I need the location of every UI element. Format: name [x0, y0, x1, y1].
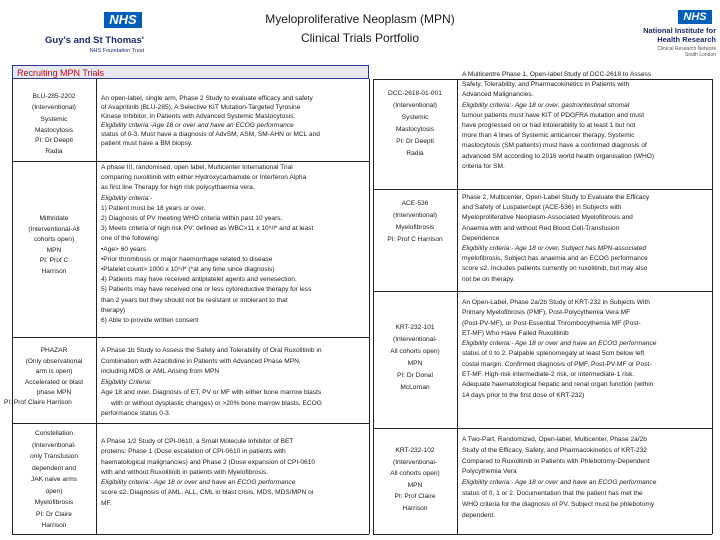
page-title	[200, 10, 520, 48]
trial-id-line: Harrison	[41, 522, 67, 529]
divider	[373, 189, 712, 190]
title-line-1: Myeloproliferative Neoplasm (MPN)	[265, 12, 455, 26]
divider	[12, 423, 369, 424]
desc-line: Eligibility criteria:- Age 18 or over, Subject has MPN-associated	[462, 245, 647, 253]
desc-line: Polycythemia Vera	[462, 468, 517, 476]
desc-line: dependent.	[462, 511, 496, 519]
trial-id-line: (Interventional-	[393, 458, 437, 466]
trial-id-line: MPN	[46, 246, 62, 254]
desc-line: performance status 0-3.	[101, 410, 171, 417]
desc-line: including MDS or AML Arising from MPN	[101, 368, 220, 375]
trial-id-line: phase MPN	[36, 389, 72, 396]
desc-line: 6) Able to provide written consent	[101, 317, 199, 325]
trial-id-line: cohorts open)	[33, 236, 75, 243]
trial-id-line: Harrison	[402, 504, 428, 512]
desc-line: 1) Patient must be 18 years or over.	[101, 204, 206, 212]
desc-line: Dependence	[462, 234, 500, 242]
trial-id-line: KRT-232-102	[395, 447, 435, 454]
trial-id-line: PI: Dr Deepti	[35, 137, 73, 144]
desc-line: than 2 years but they should not be resistant or intolerant to that	[101, 296, 288, 304]
desc-line: An open-label, single arm, Phase 2 Study to evaluate efficacy and safety	[101, 95, 313, 102]
desc-line: •Platelet count> 1000 x 10⁹/l* (*at any time since diagnosis)	[101, 266, 275, 274]
trial-description	[101, 437, 367, 509]
trial-description	[462, 298, 712, 401]
desc-line: Phase 2, Multicenter, Open-Label Study to Evaluate the Efficacy	[462, 194, 650, 201]
trial-id-line: KRT-232-101	[395, 324, 435, 331]
trial-id-line: McLornan	[400, 384, 430, 391]
trial-id-line: Mithridate	[39, 215, 69, 222]
desc-line: haematological malignancies) and Phase 2 (Dose expansion of CPI-0610	[101, 458, 316, 466]
trial-id-cell	[375, 322, 455, 394]
trial-id-line: PHAZAR	[40, 347, 68, 354]
divider	[12, 337, 369, 338]
divider	[12, 79, 13, 534]
desc-line: Adequate haematological hepatic and renal organ function (within	[462, 381, 654, 389]
desc-line: Kinase Inhibitor, in Patients with Advanced Systemic Mastocytosis.	[101, 113, 296, 120]
desc-line: comparing ruxolitinib with either Hydroxycarbamide or Interferon Alpha	[101, 174, 307, 182]
trial-id-line: (Interventional-	[393, 336, 437, 343]
trial-id-line: open)	[45, 487, 63, 495]
desc-line: advanced SM according to 2016 world health organisation (WHO)	[462, 152, 655, 160]
trial-id-line: PI: Prof Claire Harrison	[4, 399, 72, 406]
trial-id-line: Radia	[406, 150, 424, 157]
divider	[373, 79, 374, 534]
trial-id-line: (Interventional-All	[28, 225, 80, 233]
trial-id-line: Systemic	[40, 116, 68, 123]
desc-line: (Post-PV-MF), or Post-Essential Thrombocythemia MF (Post-	[462, 319, 641, 327]
desc-line: 5) Patients may have received one or less cytoreductive therapy for less	[101, 286, 312, 294]
trial-id-cell	[4, 346, 104, 399]
desc-line: A Multicentre Phase 1, Open-label Study of DCC-2618 to Assess	[462, 71, 652, 78]
desc-line: 3) Meets criteria of high risk PV: defined as WBC>11 x 10⁹/l* and at least	[101, 225, 314, 233]
desc-line: one of the following:	[101, 235, 160, 243]
trial-id-line: Mastocytosis	[34, 126, 74, 134]
trial-id-line: PI: Dr Donal	[397, 372, 433, 379]
trial-id-line: DCC-2618-01-001	[388, 90, 442, 97]
nihr-sub-line-2: South London	[684, 52, 716, 58]
trial-id-line: Mastocytosis	[395, 126, 435, 133]
trial-id-line: Myelofibrosis	[395, 224, 435, 231]
desc-line: Myeloproliferative Neoplasm-Associated Myelofibrosis and	[462, 214, 633, 222]
desc-line: not be on therapy.	[462, 275, 515, 283]
gstt-logo	[12, 8, 142, 56]
trial-id-line: All cohorts open)	[390, 348, 440, 355]
trial-description	[101, 94, 367, 148]
desc-line: A phase III, randomised, open label, Multicenter International Trial	[101, 164, 293, 171]
trial-id-cell	[14, 214, 94, 277]
trial-description	[462, 193, 712, 285]
desc-line: therapy)	[101, 306, 126, 314]
desc-line: Eligibility criteria:-	[101, 194, 153, 202]
divider	[373, 291, 712, 292]
divider	[369, 79, 370, 534]
trial-description	[101, 346, 367, 420]
desc-line: more than 4 lines of Systemic anticancer therapy, Systemic	[462, 132, 635, 140]
trial-id-line: MPN	[407, 360, 423, 367]
desc-line: Advanced Malignancies.	[462, 91, 534, 99]
desc-line: with and without Ruxolitinib in patients with Myelofibrosis.	[101, 468, 269, 476]
divider	[12, 161, 369, 162]
section-header: Recruiting MPN Trials	[12, 65, 369, 79]
desc-line: 14 days prior to the first dose of KRT-232)	[462, 391, 585, 399]
trial-id-cell	[14, 428, 94, 532]
desc-line: A Phase 1/2 Study of CPI-0610, a Small Molecule Inhibitor of BET	[101, 438, 294, 445]
desc-line: score ≤2. Diagnosis of AML, ALL, CML in blast crisis, MDS, MDS/MPN or	[101, 489, 314, 497]
trial-id-line: PI: Prof C	[39, 257, 69, 264]
divider	[96, 79, 97, 534]
trial-id-cell	[375, 445, 455, 514]
divider	[712, 79, 713, 534]
desc-line: criteria for SM.	[462, 162, 505, 170]
desc-line: Primary Myelofibrosis (PMF), Post-Polycythemia Vera MF	[462, 309, 631, 317]
desc-line: Eligibility Criteria:	[101, 378, 152, 386]
trial-id-line: Harrison	[41, 267, 67, 275]
nihr-name-line-2: Health Research	[657, 35, 716, 44]
trial-id-line: arm is open)	[35, 368, 73, 375]
desc-line: score ≤2. Includes patients currently on ruxolitinib, but may also	[462, 265, 648, 273]
trial-id-line: (Interventional)	[393, 102, 437, 109]
nihr-logo	[612, 8, 716, 60]
desc-line: A Two-Part, Randomized, Open-label, Multicenter, Phase 2a/2b	[462, 436, 647, 443]
desc-line: Study of the Efficacy, Safety, and Pharmacokinetics of KRT-232	[462, 446, 647, 454]
trial-id-line: MPN	[407, 481, 423, 489]
desc-line: An Open-Label, Phase 2a/2b Study of KRT-232 in Subjects With	[462, 299, 650, 306]
desc-line: mastocytosis (SM patients) must have a confirmed diagnosis of	[462, 142, 647, 150]
desc-line: Anaemia with and without Red Blood Cell-Transfusion	[462, 224, 620, 232]
desc-line: Eligibility criteria:- Age 18 or over and have an ECOG performance	[462, 340, 657, 348]
desc-line: Combination with Azacitidine in Patients with Advanced Phase MPN,	[101, 357, 301, 365]
nihr-sub-line-1: Clinical Research Network	[657, 46, 716, 52]
trial-id-line: (Interventional)	[393, 212, 437, 219]
desc-line: ET-MF. High-risk intermediate-2 risk, or intermediate-1 risk.	[462, 371, 635, 379]
gstt-org-sub: NHS Foundation Trust	[89, 48, 144, 54]
trial-description	[462, 435, 712, 521]
trial-id-cell	[375, 88, 455, 160]
trial-id-line: PI: Prof Claire	[394, 493, 436, 500]
trial-id-line: All cohorts open)	[390, 470, 440, 477]
desc-line: Compared to Ruxolitinib in Patients with Phlebotomy-Dependent	[462, 457, 650, 465]
desc-line: status of 0 to 2. Palpable splenomegaly at least 5cm below left	[462, 350, 645, 358]
title-line-2: Clinical Trials Portfolio	[300, 31, 420, 45]
trial-id-line: Accelerated or blast	[24, 378, 84, 386]
desc-line: WHO criteria for the diagnosis of PV. Subject must be phlebotomy	[462, 500, 655, 508]
desc-line: with or without dysplastic changes) or >20% bone marrow blasts, ECOG	[111, 399, 322, 407]
desc-line: 2) Diagnosis of PV meeting WHO criteria within past 10 years.	[101, 215, 283, 223]
desc-line: Eligibility criteria:- Age 18 or over and have an ECOG performance	[101, 479, 296, 487]
trial-id-line: (Interventional)	[32, 103, 76, 111]
desc-line: patient must have a BM biopsy.	[101, 140, 193, 147]
desc-line: MF.	[101, 499, 112, 507]
nihr-name-line-1: National Institute for	[643, 26, 716, 35]
trial-id-line: (Only observational	[25, 357, 83, 365]
desc-line: Eligibility criteria:-Age 18 or over and have an ECOG performance	[101, 122, 294, 129]
desc-line: 4) Patients may have received antiplatelet agents and venesection.	[101, 276, 297, 284]
trial-description	[101, 163, 367, 326]
desc-line: of Avapritinib (BLU-285), A Selective KIT Mutation-Targeted Tyrosine	[101, 104, 301, 111]
desc-line: proteins: Phase 1 (Dose escalation of CPI-0610 in patients with	[101, 448, 286, 456]
trial-description	[462, 70, 712, 172]
divider	[12, 534, 369, 535]
trial-id-line: Radia	[45, 147, 63, 155]
trial-id-line: Systemic	[401, 114, 429, 121]
divider	[373, 534, 712, 535]
trial-id-line: JAK naive arms	[30, 476, 78, 483]
trial-id-line: PI: Prof C Harrison	[387, 236, 443, 243]
desc-line: status of 0-3. Must have a diagnosis of AdvSM, ASM, SM-AHN or MCL and	[101, 131, 320, 138]
divider	[373, 428, 712, 429]
desc-line: costal margin. Confirmed diagnosis of PMF, Post-PV-MF or Post-	[462, 360, 652, 368]
desc-line: •Prior thrombosis or major haemorrhage related to disease	[101, 255, 273, 263]
desc-line: and Safety of Luspatercept (ACE-536) in Subjects with	[462, 204, 622, 212]
trial-id-line: ACE-536	[401, 200, 429, 207]
desc-line: •Age> 60 years	[101, 245, 147, 253]
trial-id-cell	[14, 92, 94, 157]
trial-id-line: (Interventional-	[32, 441, 76, 449]
trial-id-line: only Transfusion	[29, 453, 78, 460]
trial-id-line: Myelofibrosis	[34, 499, 74, 506]
desc-line: A Phase 1b Study to Assess the Safety and Tolerability of Oral Ruxolitinib in	[101, 347, 322, 354]
desc-line: Eligibility criteria:- Age 18 or over, gastrointestinal stromal	[462, 101, 630, 109]
desc-line: have progressed on or had intolerability to at least 1 but not	[462, 122, 636, 130]
desc-line: as first line Therapy for high risk polycythaemia vera.	[101, 184, 255, 192]
desc-line: myelofibrosis, Subject has anaemia and an ECOG performance	[462, 255, 648, 263]
nhs-badge-left: NHS	[104, 12, 142, 28]
desc-line: status of 0, 1 or 2. Documentation that the patient has met the	[462, 489, 643, 497]
trial-id-line: dependent and	[31, 464, 76, 472]
desc-line: ET-MF) Who Have Failed Ruxolitinib	[462, 329, 569, 337]
desc-line: tumour patients must have KIT of PDGFRA mutation and must	[462, 111, 645, 119]
nhs-badge-right: NHS	[678, 10, 712, 24]
trial-id-cell	[375, 198, 455, 246]
trial-id-line: Constellation	[34, 430, 74, 437]
desc-line: Age 18 and over, Diagnosis of ET, PV or MF with either bone marrow blasts	[101, 389, 322, 396]
gstt-org-name: Guy's and St Thomas'	[44, 35, 144, 46]
desc-line: Safety, Tolerability, and Pharmacokinetics in Patients with	[462, 81, 630, 89]
trial-id-line: PI: Dr Claire	[36, 510, 72, 518]
divider	[457, 79, 458, 534]
desc-line: Eligibility criteria:- Age 18 or over and have an ECOG performance	[462, 479, 657, 487]
trial-id-line: PI: Dr Deepti	[396, 138, 434, 145]
trial-id-line: BLU-285-2202	[32, 93, 76, 100]
